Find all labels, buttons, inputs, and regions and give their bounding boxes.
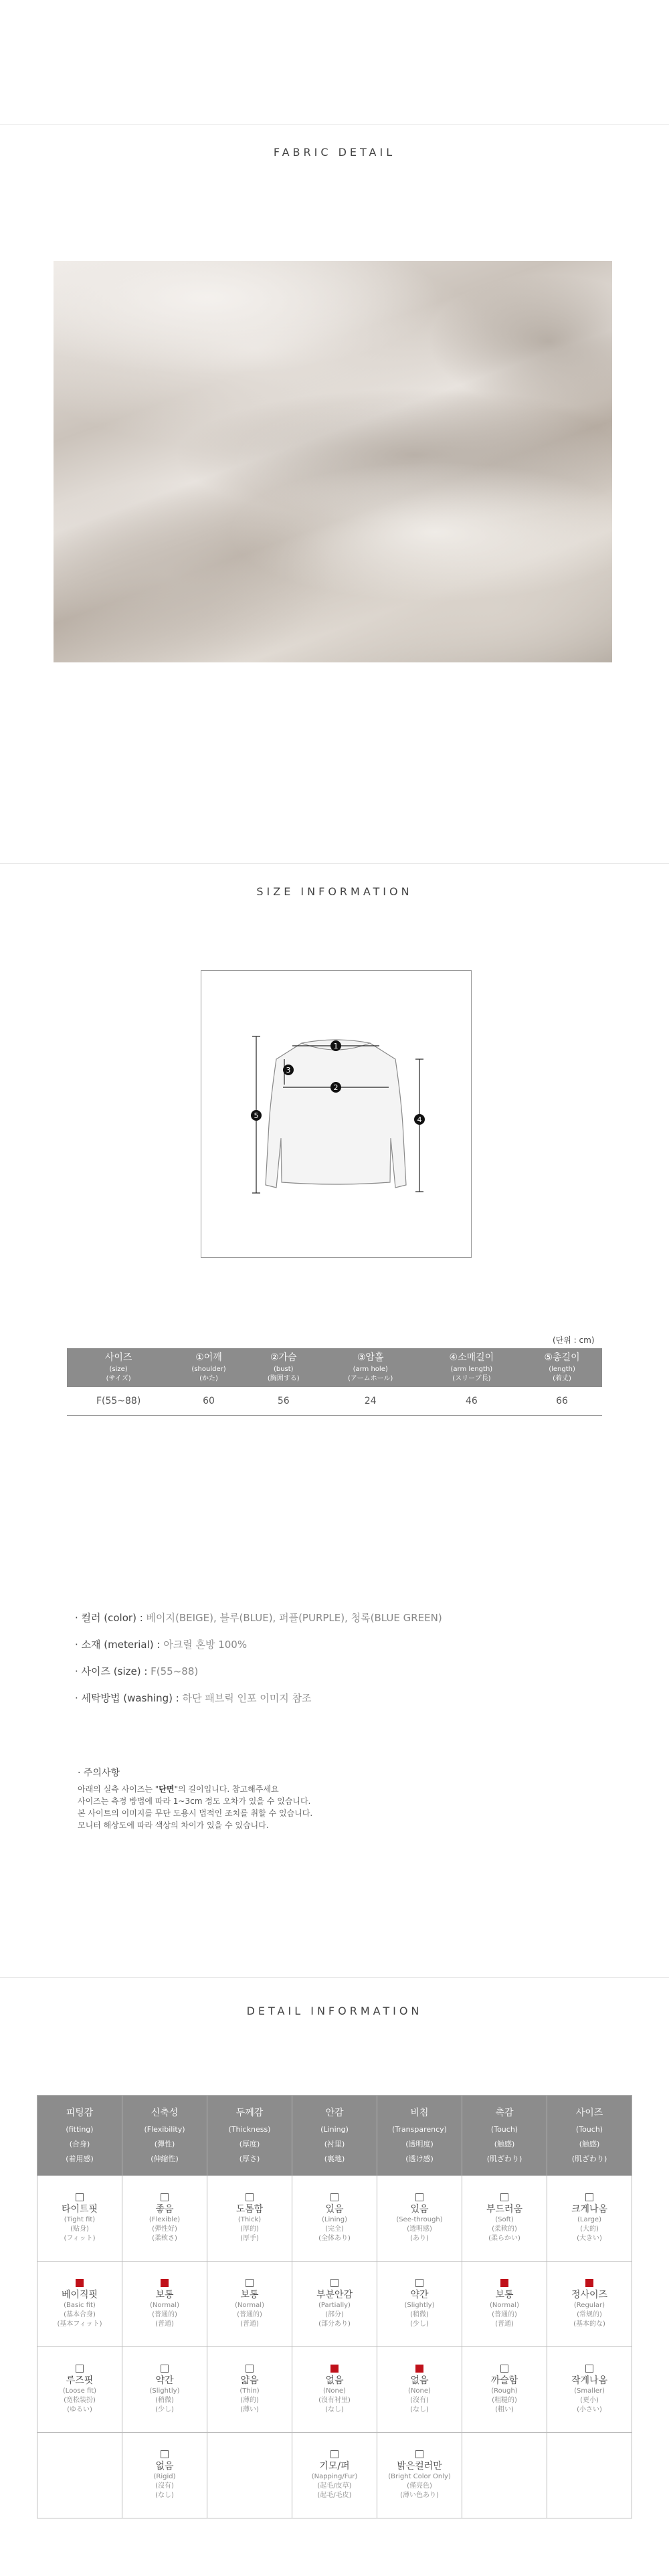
option-label: 약간 xyxy=(410,2290,429,2300)
option-sublabel: (普通的) xyxy=(237,2311,262,2318)
notice-text: 아래의 실측 사이즈는 "단면"의 길이입니다. 참고해주세요 사이즈는 측정 방법에 따라 1~3cm 정도 오차가 있을 수 있습니다. 본 사이트의 이미지를 무단 도용시 법적인 조치를 취할 수 있습니다. 모니터 해상도에 따라 색상의 차이가 있을 수 있습니다. xyxy=(78,1784,313,1830)
option-sublabel: (薄い) xyxy=(240,2406,259,2413)
option-sublabel: (あり) xyxy=(410,2235,429,2242)
checkbox-icon xyxy=(161,2193,169,2201)
checkbox-icon xyxy=(161,2450,169,2458)
option-sublabel: (基本合身) xyxy=(64,2311,96,2318)
size-cell: 66 xyxy=(522,1387,602,1416)
option-sublabel: (部分) xyxy=(325,2311,344,2318)
checkbox-icon xyxy=(500,2365,508,2373)
option-sublabel: (大的) xyxy=(580,2225,599,2233)
detail-cell xyxy=(547,2433,632,2518)
checkbox-icon xyxy=(585,2365,593,2373)
option-label: 기모/퍼 xyxy=(319,2461,350,2472)
detail-header-lining: 안감 (Lining) (衬里) (裏地) xyxy=(292,2096,377,2176)
unit-label: (단위 : cm) xyxy=(553,1336,595,1345)
option-sublabel: (Normal) xyxy=(235,2302,264,2309)
option-sublabel: (普通的) xyxy=(492,2311,517,2318)
detail-cell xyxy=(37,2262,122,2347)
option-sublabel: (更小) xyxy=(580,2397,599,2404)
size-diagram xyxy=(201,970,472,1258)
option-sublabel: (稍微) xyxy=(155,2397,174,2404)
size-header-armhole: ③암홀 (arm hole) (アームホール) xyxy=(320,1348,421,1387)
checkbox-icon xyxy=(500,2193,508,2201)
checkbox-icon xyxy=(330,2193,339,2201)
option-sublabel: (薄的) xyxy=(240,2397,259,2404)
option-sublabel: (起毛/毛皮) xyxy=(317,2492,352,2499)
checkbox-icon xyxy=(415,2193,423,2201)
option-sublabel: (Basic fit) xyxy=(64,2302,96,2309)
detail-header-touch: 촉감 (Touch) (触感) (肌ざわり) xyxy=(462,2096,547,2176)
checkbox-icon xyxy=(415,2450,423,2458)
checkbox-icon xyxy=(415,2279,423,2287)
checkbox-icon xyxy=(161,2365,169,2373)
detail-cell xyxy=(207,2176,292,2262)
detail-cell xyxy=(377,2176,462,2262)
size-table-header xyxy=(67,1348,602,1387)
option-label: 부드러움 xyxy=(486,2204,523,2215)
option-sublabel: (大きい) xyxy=(577,2235,602,2242)
option-sublabel: (なし) xyxy=(155,2492,174,2499)
option-label: 없음 xyxy=(155,2461,174,2472)
option-sublabel: (Loose fit) xyxy=(62,2387,97,2395)
option-label: 부분안감 xyxy=(316,2290,353,2300)
marker-4 xyxy=(414,1114,425,1125)
detail-cell xyxy=(122,2262,207,2347)
detail-cell xyxy=(207,2433,292,2518)
option-sublabel: (全体あり) xyxy=(318,2235,351,2242)
option-label: 없음 xyxy=(410,2375,429,2386)
option-sublabel: (起毛/皮草) xyxy=(317,2482,352,2490)
detail-cell xyxy=(547,2347,632,2433)
option-label: 약간 xyxy=(155,2375,174,2386)
option-sublabel: (ゆるい) xyxy=(67,2406,92,2413)
detail-cell xyxy=(377,2433,462,2518)
detail-header-transparency: 비침 (Transparency) (透明度) (透け感) xyxy=(377,2096,462,2176)
option-sublabel: (Regular) xyxy=(573,2302,605,2309)
option-sublabel: (小さい) xyxy=(577,2406,602,2413)
option-sublabel: (None) xyxy=(408,2387,431,2395)
detail-cell xyxy=(292,2262,377,2347)
detail-cell xyxy=(122,2176,207,2262)
divider-detail xyxy=(0,1977,669,1978)
option-sublabel: (透明感) xyxy=(407,2225,432,2233)
option-sublabel: (贴身) xyxy=(70,2225,89,2233)
detail-cell xyxy=(547,2262,632,2347)
detail-cell xyxy=(37,2433,122,2518)
checked-box-icon xyxy=(500,2279,508,2287)
option-label: 있음 xyxy=(325,2204,344,2215)
option-sublabel: (普通) xyxy=(495,2320,514,2328)
detail-cell xyxy=(292,2176,377,2262)
option-label: 도톰함 xyxy=(235,2204,264,2215)
info-washing: · 세탁방법 (washing) : 하단 패브릭 인포 이미지 참조 xyxy=(75,1692,312,1704)
size-cell: 46 xyxy=(421,1387,522,1416)
checkbox-icon xyxy=(246,2365,254,2373)
option-sublabel: (沒有衬里) xyxy=(318,2397,351,2404)
checkbox-icon xyxy=(585,2193,593,2201)
size-header-bust: ②가슴 (bust) (胸囲する) xyxy=(248,1348,320,1387)
marker-3 xyxy=(283,1065,294,1075)
table-row xyxy=(67,1387,602,1416)
option-sublabel: (普通) xyxy=(240,2320,259,2328)
option-sublabel: (Smaller) xyxy=(574,2387,605,2395)
option-sublabel: (Rough) xyxy=(491,2387,518,2395)
checkbox-icon xyxy=(246,2193,254,2201)
option-sublabel: (Tight fit) xyxy=(64,2216,96,2223)
option-sublabel: (常规的) xyxy=(577,2311,602,2318)
detail-header-flexibility: 신축성 (Flexibility) (彈性) (伸縮性) xyxy=(122,2096,207,2176)
option-sublabel: (Partially) xyxy=(318,2302,351,2309)
svg-text:5: 5 xyxy=(254,1111,259,1120)
option-label: 밝은컬러만 xyxy=(397,2461,442,2472)
marker-1 xyxy=(330,1040,341,1051)
detail-cell xyxy=(37,2347,122,2433)
option-sublabel: (Lining) xyxy=(322,2216,347,2223)
option-sublabel: (普通的) xyxy=(152,2311,177,2318)
option-sublabel: (基本フィット) xyxy=(57,2320,102,2328)
option-sublabel: (なし) xyxy=(325,2406,344,2413)
detail-cell xyxy=(462,2262,547,2347)
option-label: 보통 xyxy=(155,2290,174,2300)
svg-text:2: 2 xyxy=(333,1083,339,1092)
detail-header-fitting: 피팅감 (fitting) (合身) (着用感) xyxy=(37,2096,122,2176)
option-sublabel: (稍微) xyxy=(410,2311,429,2318)
option-label: 없음 xyxy=(325,2375,344,2386)
fabric-photo xyxy=(54,261,612,662)
option-label: 보통 xyxy=(240,2290,259,2300)
option-sublabel: (Slightly) xyxy=(149,2387,180,2395)
detail-cell xyxy=(122,2347,207,2433)
option-sublabel: (See-through) xyxy=(396,2216,443,2223)
option-label: 얇음 xyxy=(240,2375,259,2386)
option-sublabel: (Soft) xyxy=(495,2216,514,2223)
option-sublabel: (部分あり) xyxy=(318,2320,351,2328)
size-cell: 24 xyxy=(320,1387,421,1416)
option-sublabel: (Flexible) xyxy=(149,2216,181,2223)
option-sublabel: (柔軟的) xyxy=(492,2225,517,2233)
size-cell: 56 xyxy=(248,1387,320,1416)
detail-cell xyxy=(292,2433,377,2518)
option-label: 보통 xyxy=(495,2290,514,2300)
option-sublabel: (Napping/Fur) xyxy=(311,2473,358,2480)
option-label: 좋음 xyxy=(155,2204,174,2215)
option-sublabel: (基本的な) xyxy=(573,2320,605,2328)
option-sublabel: (Bright Color Only) xyxy=(388,2473,451,2480)
option-sublabel: (フィット) xyxy=(64,2235,96,2242)
option-label: 작게나옴 xyxy=(571,2375,608,2386)
detail-cell xyxy=(462,2176,547,2262)
divider-top xyxy=(0,124,669,125)
checked-box-icon xyxy=(330,2365,339,2373)
option-sublabel: (僅亮色) xyxy=(407,2482,432,2490)
option-sublabel: (少し) xyxy=(410,2320,429,2328)
option-sublabel: (柔軟さ) xyxy=(152,2235,177,2242)
checkbox-icon xyxy=(76,2365,84,2373)
detail-cell xyxy=(547,2176,632,2262)
detail-table xyxy=(37,2095,632,2518)
checkbox-icon xyxy=(330,2450,339,2458)
option-sublabel: (宽松装扮) xyxy=(64,2397,96,2404)
option-label: 루즈핏 xyxy=(66,2375,94,2386)
detail-cell xyxy=(292,2347,377,2433)
detail-information-title: DETAIL INFORMATION xyxy=(246,2005,423,2017)
option-label: 까슬함 xyxy=(490,2375,518,2386)
option-sublabel: (少し) xyxy=(155,2406,174,2413)
divider-size xyxy=(0,863,669,864)
option-sublabel: (完全) xyxy=(325,2225,344,2233)
detail-cell xyxy=(122,2433,207,2518)
option-sublabel: (沒有) xyxy=(410,2397,429,2404)
size-header-size: 사이즈 (size) (サイズ) xyxy=(67,1348,170,1387)
option-sublabel: (薄い色あり) xyxy=(400,2492,439,2499)
option-sublabel: (彈性好) xyxy=(152,2225,177,2233)
svg-text:4: 4 xyxy=(417,1115,422,1124)
detail-cell xyxy=(207,2347,292,2433)
detail-cell xyxy=(207,2262,292,2347)
marker-5 xyxy=(251,1110,262,1121)
marker-2 xyxy=(330,1082,341,1093)
detail-header-size: 사이즈 (Touch) (触感) (肌ざわり) xyxy=(547,2096,632,2176)
option-sublabel: (Normal) xyxy=(150,2302,179,2309)
size-information-title: SIZE INFORMATION xyxy=(256,885,413,898)
option-sublabel: (粗い) xyxy=(495,2406,514,2413)
checked-box-icon xyxy=(585,2279,593,2287)
detail-cell xyxy=(462,2347,547,2433)
detail-cell xyxy=(462,2433,547,2518)
option-sublabel: (Rigid) xyxy=(153,2473,176,2480)
table-row xyxy=(37,2433,632,2518)
size-cell: 60 xyxy=(170,1387,248,1416)
option-sublabel: (Slightly) xyxy=(404,2302,435,2309)
size-table xyxy=(67,1348,602,1416)
option-label: 크게나옴 xyxy=(571,2204,608,2215)
detail-cell xyxy=(37,2176,122,2262)
table-row xyxy=(37,2262,632,2347)
option-sublabel: (None) xyxy=(323,2387,346,2395)
option-sublabel: (厚的) xyxy=(240,2225,259,2233)
option-label: 타이트핏 xyxy=(61,2204,98,2215)
option-sublabel: (厚手) xyxy=(240,2235,259,2242)
checked-box-icon xyxy=(161,2279,169,2287)
detail-cell xyxy=(377,2347,462,2433)
option-label: 베이직핏 xyxy=(61,2290,98,2300)
option-sublabel: (沒有) xyxy=(155,2482,174,2490)
svg-text:1: 1 xyxy=(333,1042,339,1050)
option-sublabel: (Large) xyxy=(577,2216,601,2223)
checked-box-icon xyxy=(415,2365,423,2373)
size-header-shoulder: ①어깨 (shoulder) (かた) xyxy=(170,1348,248,1387)
detail-cell xyxy=(377,2262,462,2347)
size-cell: F(55~88) xyxy=(67,1387,170,1416)
detail-header-thickness: 두께감 (Thickness) (厚度) (厚さ) xyxy=(207,2096,292,2176)
table-row xyxy=(37,2176,632,2262)
option-sublabel: (普通) xyxy=(155,2320,174,2328)
option-label: 정사이즈 xyxy=(571,2290,608,2300)
fabric-detail-title: FABRIC DETAIL xyxy=(273,146,396,159)
option-sublabel: (粗糙的) xyxy=(492,2397,517,2404)
info-size: · 사이즈 (size) : F(55~88) xyxy=(75,1665,199,1677)
option-label: 있음 xyxy=(410,2204,429,2215)
checkbox-icon xyxy=(330,2279,339,2287)
detail-table-header xyxy=(37,2096,632,2176)
option-sublabel: (Thick) xyxy=(237,2216,262,2223)
size-header-length: ⑤총길이 (length) (着丈) xyxy=(522,1348,602,1387)
sweater-diagram xyxy=(201,971,471,1257)
option-sublabel: (柔らかい) xyxy=(488,2235,520,2242)
option-sublabel: (Thin) xyxy=(240,2387,260,2395)
notice-title: · 주의사항 xyxy=(78,1768,120,1778)
checkbox-icon xyxy=(76,2193,84,2201)
option-sublabel: (Normal) xyxy=(490,2302,519,2309)
info-color: · 컬러 (color) : 베이지(BEIGE), 블루(BLUE), 퍼플(PURPLE), 청록(BLUE GREEN) xyxy=(75,1612,442,1624)
info-material: · 소재 (meterial) : 아크릴 혼방 100% xyxy=(75,1639,248,1651)
size-header-arm-length: ④소매길이 (arm length) (スリーブ長) xyxy=(421,1348,522,1387)
svg-text:3: 3 xyxy=(286,1066,291,1075)
checkbox-icon xyxy=(246,2279,254,2287)
option-sublabel: (なし) xyxy=(410,2406,429,2413)
checked-box-icon xyxy=(76,2279,84,2287)
table-row xyxy=(37,2347,632,2433)
